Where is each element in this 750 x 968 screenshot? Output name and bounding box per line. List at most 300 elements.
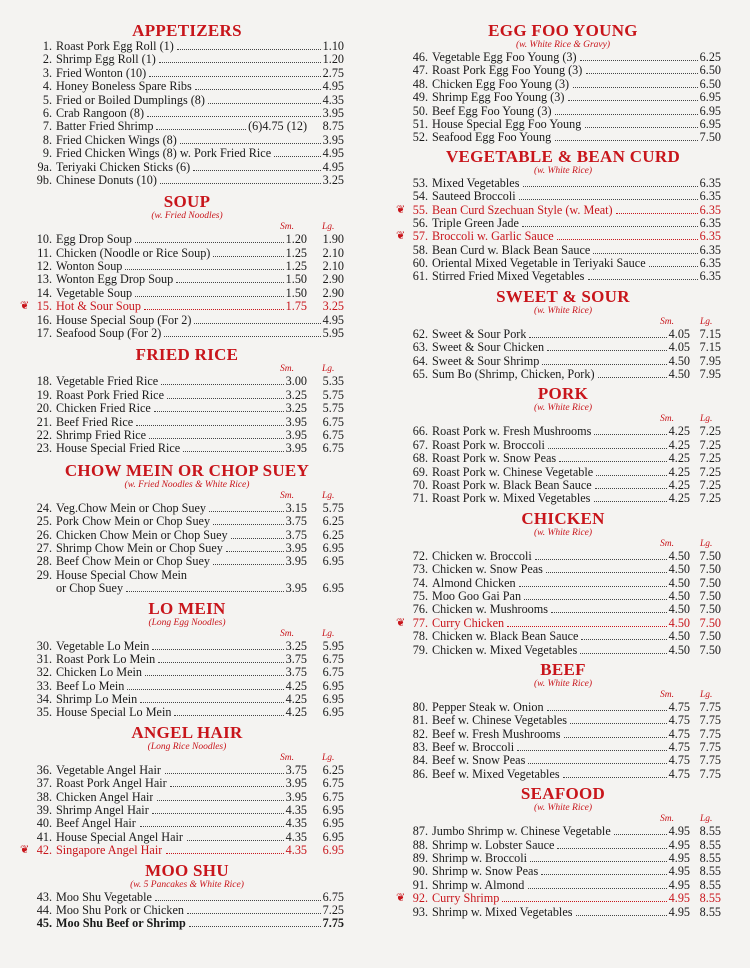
price-large: 7.25 (699, 477, 721, 492)
item-number: 57. (412, 229, 428, 244)
price-large: 6.95 (699, 116, 721, 131)
price-large: 6.95 (322, 829, 344, 844)
price-small: 4.50 (668, 629, 690, 644)
item-name: Beef Egg Foo Young (3) (432, 104, 552, 118)
item-number: 21. (36, 414, 52, 429)
item-number: 75. (412, 588, 428, 603)
dot-leader (517, 741, 667, 751)
size-small-label: Sm. (660, 814, 674, 825)
dot-leader (208, 94, 321, 104)
menu-item (22, 904, 352, 917)
price-large: 6.35 (699, 202, 721, 217)
price-large: 7.95 (699, 367, 721, 382)
price-small: 4.95 (668, 851, 690, 866)
menu-item (398, 217, 728, 230)
item-number: 9. (42, 146, 52, 161)
dot-leader (581, 630, 666, 640)
price-large: 1.90 (322, 232, 344, 247)
item-name: Egg Drop Soup (56, 233, 132, 247)
item-name: Chicken Egg Foo Young (3) (432, 77, 570, 91)
item-name: House Special Chow Mein (56, 568, 187, 582)
section-title: SOUP (163, 192, 211, 212)
menu-item (22, 817, 352, 830)
price-large: 7.25 (699, 491, 721, 506)
price-small: 4.50 (668, 615, 690, 630)
dot-leader (180, 134, 321, 144)
price-large: 8.55 (699, 824, 721, 839)
item-name: Vegetable Fried Rice (56, 375, 159, 389)
dot-leader (187, 831, 284, 841)
section-title: LO MEIN (148, 598, 226, 618)
size-small-label: Sm. (280, 628, 294, 639)
price-small: 4.50 (668, 642, 690, 657)
price-small: 4.50 (668, 575, 690, 590)
dot-leader (616, 204, 698, 214)
item-number: 65. (412, 367, 428, 382)
price-large: 6.95 (322, 705, 344, 720)
price-large: 7.15 (699, 326, 721, 341)
dot-leader (170, 777, 283, 787)
section-subtitle: (w. White Rice & Gravy) (516, 40, 610, 50)
size-header (22, 629, 352, 640)
menu-section (22, 346, 352, 455)
price-small: 4.75 (668, 766, 690, 781)
price-large: 6.95 (699, 90, 721, 105)
item-name: Chicken w. Mixed Vegetables (432, 643, 578, 657)
item-number: 42. (36, 843, 52, 858)
price-small: 3.00 (285, 374, 307, 389)
item-number: 43. (36, 889, 52, 904)
dot-leader (502, 892, 666, 902)
menu-item (398, 577, 728, 590)
price-small: 3.95 (285, 776, 307, 791)
price-large: 8.55 (699, 837, 721, 852)
chili-pepper-icon: ❦ (20, 844, 30, 857)
dot-leader (136, 416, 284, 426)
menu-item (398, 590, 728, 603)
dot-leader (174, 706, 283, 716)
item-name: Vegetable Angel Hair (56, 763, 161, 777)
size-large-label: Lg. (322, 222, 335, 233)
menu-item (398, 630, 728, 643)
size-large-label: Lg. (700, 414, 713, 425)
dot-leader (555, 105, 698, 115)
size-small-label: Sm. (660, 538, 674, 549)
item-number: 79. (412, 642, 428, 657)
menu-item (22, 402, 352, 415)
menu-item (22, 680, 352, 693)
price-large: 6.25 (699, 50, 721, 64)
dot-leader (594, 425, 666, 435)
dot-leader (159, 53, 321, 63)
item-name: House Special Angel Hair (56, 830, 183, 844)
dot-leader (226, 542, 284, 552)
section-title: MOO SHU (145, 860, 229, 880)
dot-leader (144, 300, 284, 310)
price-large: 2.10 (322, 259, 344, 274)
dot-leader (209, 502, 284, 512)
menu-item (398, 341, 728, 354)
menu-section (398, 288, 728, 382)
price-large: 6.35 (699, 215, 721, 230)
item-name: Shrimp w. Lobster Sauce (432, 838, 555, 852)
dot-leader (594, 492, 667, 502)
menu-item (22, 107, 352, 120)
price-small: 1.25 (285, 245, 307, 260)
dot-leader (193, 161, 320, 171)
menu-item (22, 67, 352, 80)
item-number: 35. (36, 705, 52, 720)
item-number: 74. (412, 575, 428, 590)
price-small: 4.25 (285, 692, 307, 707)
price-small: 4.75 (668, 699, 690, 714)
item-name: Roast Pork w. Chinese Vegetable (432, 465, 594, 479)
menu-item (22, 515, 352, 528)
menu-item (22, 442, 352, 455)
chili-pepper-icon: ❦ (396, 616, 406, 629)
price-large: 3.25 (322, 172, 344, 187)
item-name: Roast Pork w. Fresh Mushrooms (432, 425, 592, 439)
chili-pepper-icon: ❦ (396, 892, 406, 905)
menu-item (22, 233, 352, 246)
item-number: 4. (42, 79, 52, 94)
dot-leader (547, 701, 667, 711)
dot-leader (649, 257, 698, 267)
item-number: 5. (42, 92, 52, 107)
menu-item (22, 555, 352, 568)
item-number: 52. (412, 130, 428, 145)
menu-item (398, 270, 728, 283)
section-title: EGG FOO YOUNG (488, 21, 638, 40)
price-small: 4.35 (285, 803, 307, 818)
size-large-label: Lg. (700, 316, 713, 327)
price-large: 8.55 (699, 877, 721, 892)
price-large: 6.50 (699, 76, 721, 91)
price-large: 6.35 (699, 189, 721, 204)
item-number: 78. (412, 629, 428, 644)
item-name: Sweet & Sour Pork (432, 327, 527, 341)
chili-pepper-icon: ❦ (396, 203, 406, 216)
price-small: 4.95 (668, 824, 690, 839)
item-name: Veg.Chow Mein or Chop Suey (56, 501, 206, 515)
menu-item (22, 300, 352, 313)
price-small: 3.75 (285, 514, 307, 529)
section-subtitle: (w. Fried Noodles & White Rice) (124, 479, 250, 490)
menu-item (22, 777, 352, 790)
item-name: House Special Lo Mein (56, 706, 172, 720)
price-small: 3.95 (285, 540, 307, 555)
price-small: 4.25 (668, 451, 690, 466)
dot-leader (140, 693, 283, 703)
menu-item (22, 134, 352, 147)
item-number: 72. (412, 548, 428, 563)
item-number: 62. (412, 326, 428, 341)
item-name: Shrimp Chow Mein or Chop Suey (56, 541, 223, 555)
item-name: Crab Rangoon (8) (56, 106, 145, 120)
item-name: Almond Chicken (432, 576, 516, 590)
size-large-label: Lg. (700, 538, 713, 549)
menu-item (398, 466, 728, 479)
dot-leader (187, 904, 321, 914)
menu-item (22, 327, 352, 340)
size-small-label: Sm. (660, 689, 674, 700)
dot-leader (524, 590, 667, 600)
price-large: 6.75 (322, 427, 344, 442)
price-small: 4.35 (285, 843, 307, 858)
item-name: Oriental Mixed Vegetable in Teriyaki Sauce (432, 257, 646, 271)
size-small-label: Sm. (280, 364, 294, 375)
size-small-label: Sm. (660, 414, 674, 425)
item-number: 9a. (37, 159, 52, 174)
item-number: 50. (412, 103, 428, 118)
menu-section (22, 862, 352, 931)
section-title: VEGETABLE & BEAN CURD (445, 146, 681, 166)
item-number: 64. (412, 353, 428, 368)
item-name: Curry Shrimp (432, 892, 500, 906)
dot-leader (546, 563, 667, 573)
menu-item (398, 204, 728, 217)
menu-item (22, 791, 352, 804)
chili-pepper-icon: ❦ (396, 230, 406, 243)
item-number: 9b. (36, 172, 52, 187)
item-name: Moo Shu Pork or Chicken (56, 903, 184, 917)
price-large: 6.25 (322, 527, 344, 542)
item-name: Beef w. Chinese Vegetables (432, 714, 568, 728)
item-number: 32. (36, 665, 52, 680)
price-large: 7.50 (699, 642, 721, 657)
menu-section (398, 385, 728, 505)
dot-leader (563, 768, 667, 778)
item-number: 11. (37, 245, 52, 260)
menu-item (22, 53, 352, 66)
section-title: ANGEL HAIR (131, 722, 243, 742)
item-name: Fried Chicken Wings (8) (56, 133, 177, 147)
dot-leader (542, 355, 666, 365)
menu-section (398, 148, 728, 284)
item-number: 48. (412, 76, 428, 91)
item-number: 24. (36, 500, 52, 515)
menu-item (398, 230, 728, 243)
item-number: 34. (36, 692, 52, 707)
price-large: 4.95 (322, 312, 344, 327)
price-large: 5.95 (322, 638, 344, 653)
menu-section (22, 724, 352, 858)
item-name: Beef w. Broccoli (432, 741, 515, 755)
price-small: 4.05 (668, 340, 690, 355)
dot-leader (573, 78, 698, 88)
dot-leader (167, 389, 284, 399)
dot-leader (529, 328, 666, 338)
menu-item (22, 40, 352, 53)
price-large: 6.35 (699, 175, 721, 190)
item-number: 18. (36, 374, 52, 389)
dot-leader (126, 582, 284, 592)
dot-leader (155, 891, 321, 901)
price-small: 4.25 (668, 424, 690, 439)
item-name: Moo Shu Vegetable (56, 890, 152, 904)
item-name: Chicken w. Mushrooms (432, 603, 549, 617)
price-small: 3.95 (285, 414, 307, 429)
item-number: 83. (412, 740, 428, 755)
menu-item (22, 287, 352, 300)
section-subtitle: (w. White Rice) (533, 165, 593, 176)
menu-item (398, 728, 728, 741)
menu-item (22, 706, 352, 719)
item-name: House Special Soup (For 2) (56, 313, 192, 327)
price-large: 8.55 (699, 851, 721, 866)
price-large: 6.50 (699, 63, 721, 78)
price-small: 4.25 (668, 437, 690, 452)
item-number: 47. (412, 63, 428, 78)
section-subtitle: (w. 5 Pancakes & White Rice) (130, 879, 244, 890)
item-number: 1. (42, 39, 52, 53)
dot-leader (125, 260, 283, 270)
item-number: 77. (412, 615, 428, 630)
price-large: 6.95 (322, 843, 344, 858)
item-number: 60. (412, 256, 428, 271)
price-large: 5.75 (322, 401, 344, 416)
price-large: 6.95 (322, 678, 344, 693)
price-small: (6)4.75 (12) (248, 119, 307, 134)
dot-leader (165, 764, 284, 774)
dot-leader (522, 217, 698, 227)
item-name: Broccoli w. Garlic Sauce (432, 230, 554, 244)
dot-leader (156, 120, 246, 130)
price-small: 4.25 (285, 705, 307, 720)
item-name: Moo Shu Beef or Shrimp (56, 917, 186, 931)
section-title: BEEF (540, 659, 586, 679)
price-large: 6.95 (699, 103, 721, 118)
item-number: 2. (42, 52, 52, 67)
menu-item (398, 368, 728, 381)
menu-item (398, 78, 728, 91)
item-number: 61. (412, 269, 428, 284)
item-number: 49. (412, 90, 428, 105)
menu-section (22, 193, 352, 340)
menu-item (398, 892, 728, 905)
price-small: 4.05 (668, 326, 690, 341)
menu-item (398, 51, 728, 64)
price-small: 3.75 (285, 527, 307, 542)
menu-item (22, 389, 352, 402)
section-subtitle: (Long Egg Noodles) (148, 617, 226, 628)
price-small: 4.75 (668, 726, 690, 741)
item-name: Roast Pork w. Mixed Vegetables (432, 492, 591, 506)
item-name: Shrimp Fried Rice (56, 428, 147, 442)
dot-leader (195, 80, 321, 90)
item-number: 93. (412, 904, 428, 919)
item-name: Beef Fried Rice (56, 415, 134, 429)
section-subtitle: (w. White Rice) (533, 803, 593, 814)
menu-section (398, 785, 728, 919)
item-name: Chicken Chow Mein or Chop Suey (56, 528, 228, 542)
price-large: 8.55 (699, 904, 721, 919)
menu-item (398, 105, 728, 118)
price-large: 1.10 (322, 39, 344, 53)
item-number: 14. (36, 285, 52, 300)
section-title: SEAFOOD (520, 784, 606, 804)
price-large: 7.25 (699, 437, 721, 452)
dot-leader (576, 906, 667, 916)
dot-leader (160, 174, 321, 184)
menu-item (398, 865, 728, 878)
item-number: 25. (36, 514, 52, 529)
menu-item (398, 714, 728, 727)
item-number: 44. (36, 902, 52, 917)
menu-item (398, 452, 728, 465)
section-subtitle: (w. White Rice) (533, 305, 593, 316)
price-large: 7.25 (699, 451, 721, 466)
item-number: 33. (36, 678, 52, 693)
dot-leader (157, 791, 284, 801)
dot-leader (580, 644, 666, 654)
size-small-label: Sm. (280, 752, 294, 763)
price-small: 4.75 (668, 713, 690, 728)
price-small: 1.20 (285, 232, 307, 247)
dot-leader (528, 879, 667, 889)
item-name: Batter Fried Shrimp (56, 120, 154, 134)
dot-leader (176, 273, 284, 283)
item-number: 58. (412, 242, 428, 257)
dot-leader (183, 442, 283, 452)
item-name: Chicken Fried Rice (56, 402, 151, 416)
dot-leader (147, 107, 321, 117)
price-large: 7.50 (699, 562, 721, 577)
dot-leader (557, 230, 698, 240)
item-number: 51. (412, 116, 428, 131)
section-title: PORK (537, 384, 589, 404)
price-small: 4.50 (668, 353, 690, 368)
item-name: Fried Wonton (10) (56, 66, 147, 80)
item-number: 89. (412, 851, 428, 866)
menu-column-left (22, 22, 352, 931)
price-large: 7.75 (699, 699, 721, 714)
price-small: 4.95 (668, 837, 690, 852)
size-large-label: Lg. (322, 490, 335, 501)
item-number: 3. (42, 65, 52, 80)
price-small: 3.25 (285, 638, 307, 653)
dot-leader (213, 247, 283, 257)
price-large: 4.95 (322, 146, 344, 161)
dot-leader (135, 287, 284, 297)
item-name: Vegetable Soup (56, 286, 133, 300)
item-number: 41. (36, 829, 52, 844)
item-number: 16. (36, 312, 52, 327)
dot-leader (127, 680, 283, 690)
section-subtitle: (w. White Rice) (533, 527, 593, 538)
menu-item (398, 603, 728, 616)
price-large: 7.75 (322, 916, 344, 931)
price-small: 4.50 (668, 548, 690, 563)
item-number: 56. (412, 215, 428, 230)
price-large: 6.75 (322, 889, 344, 904)
dot-leader (213, 555, 284, 565)
price-large: 6.95 (322, 554, 344, 569)
item-name: Chicken Angel Hair (56, 790, 154, 804)
price-large: 7.75 (699, 753, 721, 768)
price-small: 4.25 (668, 464, 690, 479)
menu-item (22, 844, 352, 857)
section-title: SWEET & SOUR (496, 286, 630, 306)
menu-item (398, 190, 728, 203)
price-large: 6.35 (699, 229, 721, 244)
item-name: Bean Curd w. Black Bean Sauce (432, 243, 591, 257)
price-large: 6.75 (322, 665, 344, 680)
menu-item (22, 260, 352, 273)
dot-leader (535, 550, 667, 560)
menu-item (22, 94, 352, 107)
item-number: 81. (412, 713, 428, 728)
